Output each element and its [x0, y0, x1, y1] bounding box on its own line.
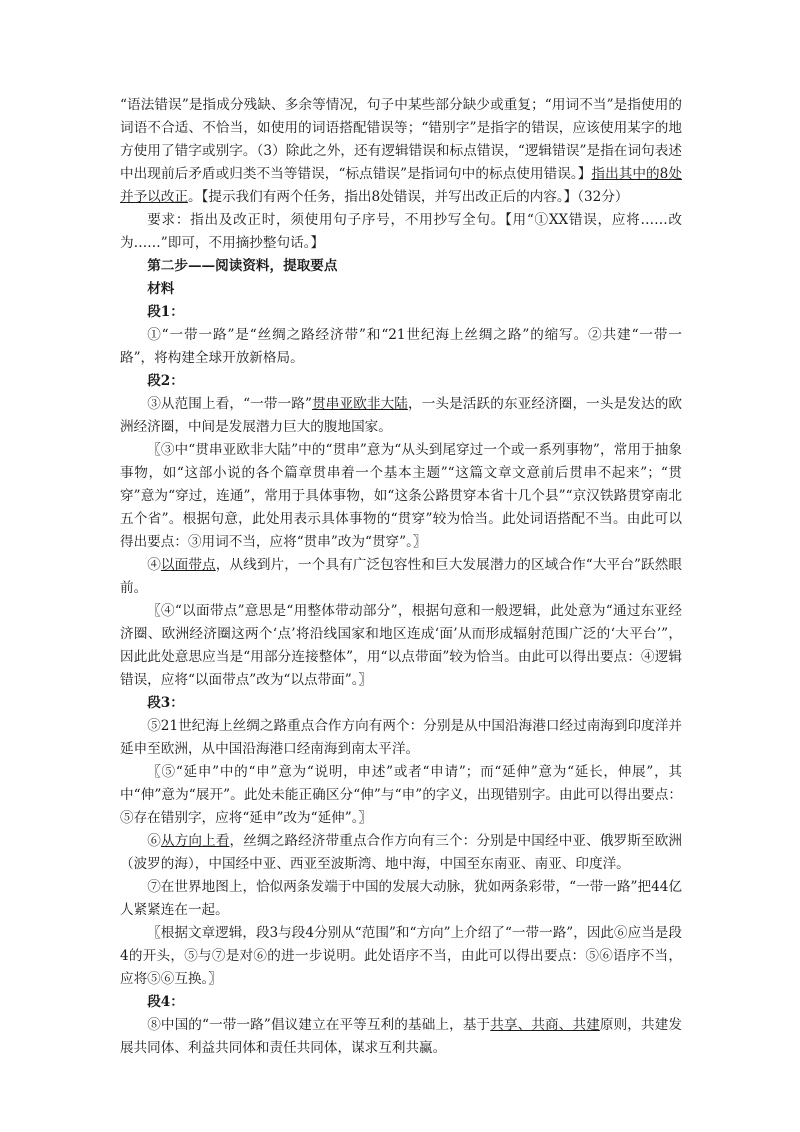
note-3: 〖③中“贯串亚欧非大陆”中的“贯串”意为“从头到尾穿过一个或一系列事物”，常用于抽象事物，如“这部小说的各个篇章贯串着一个基本主题”“这篇文章文意前后贯串不起来”；“贯穿”意为“穿过，连通”，常用于具体事物，如“这条公路贯穿本省十几个县”“京汉铁路贯穿南北五个省”。根据句意，此处用表示具体事物的“贯穿”较为恰当。此处词语搭配不当。由此可以得出要点：③用词不当，应将“贯串”改为“贯穿”。〗 — [120, 442, 682, 550]
sentence-7: ⑦在世界地图上，恰似两条发端于中国的发展大动脉，犹如两条彩带，“一带一路”把44亿人紧紧连在一起。 — [120, 879, 682, 918]
note-4: 〖④“以面带点”意思是“用整体带动部分”，根据句意和一般逻辑，此处意为“通过东亚经济圈、欧洲经济圈这两个‘点’将沿线国家和地区连成‘面’从而形成辐射范围广泛的‘大平台’”，因此此处意思应当是“用部分连接整体”，用“以点带面”较为恰当。由此可以得出要点：④逻辑错误，应将“以面带点”改为“以点带面”。〗 — [120, 603, 682, 688]
step2-heading: 第二步——阅读资料，提取要点 — [147, 258, 338, 274]
note-5: 〖⑤“延申”中的“申”意为“说明，申述”或者“申请”；而“延伸”意为“延长，伸展”，其中“伸”意为“展开”。此处未能正确区分“伸”与“申”的字义，出现错别字。由此可以得出要点：⑤存在错别字，应将“延申”改为“延伸”。〗 — [120, 764, 682, 826]
sentence-5: ⑤21世纪海上丝绸之路重点合作方向有两个：分别是从中国沿海港口经过南海到印度洋并延申至欧洲，从中国沿海港口经南海到南太平洋。 — [120, 718, 682, 757]
section-1-text: ①“一带一路”是“丝绸之路经济带”和“21世纪海上丝绸之路”的缩写。②共建“一带一路”，将构建全球开放新格局。 — [120, 327, 682, 366]
underlined-phrase: 从方向上看 — [160, 833, 230, 849]
underlined-phrase: 以面带点 — [160, 557, 216, 573]
sentence-8: ⑧中国的“一带一路”倡议建立在平等互利的基础上，基于共享、共商、共建原则，共建发展共同体、利益共同体和责任共同体，谋求互利共赢。 — [120, 1017, 682, 1056]
requirement-paragraph: 要求：指出及改正时，须使用句子序号，不用抄写全句。【用“①XX错误，应将……改为……”即可，不用摘抄整句话。】 — [120, 212, 682, 251]
intro-paragraph: “语法错误”是指成分残缺、多余等情况，句子中某些部分缺少或重复；“用词不当”是指使用的词语不合适、不恰当，如使用的词语搭配错误等；“错别字”是指字的错误，应该使用某字的地方使用了错字或别字。（3）除此之外，还有逻辑错误和标点错误，“逻辑错误”是指在词句表述中出现前后矛盾或归类不当等错误，“标点错误”是指词句中的标点使用错误。】指出其中的8处并予以改正。【提示我们有两个任务，指出8处错误，并写出改正后的内容。】（32分） — [120, 97, 682, 205]
underlined-phrase: 共享、共商、共建 — [490, 1017, 600, 1033]
section-1-heading: 段1： — [147, 304, 184, 320]
sentence-3: ③从范围上看，“一带一路”贯串亚欧非大陆，一头是活跃的东亚经济圈，一头是发达的欧洲经济圈，中间是发展潜力巨大的腹地国家。 — [120, 396, 683, 435]
sentence-6: ⑥从方向上看，丝绸之路经济带重点合作方向有三个：分别是中国经中亚、俄罗斯至欧洲（波罗的海），中国经中亚、西亚至波斯湾、地中海，中国至东南亚、南亚、印度洋。 — [120, 833, 683, 872]
section-2-heading: 段2： — [147, 373, 184, 389]
section-4-heading: 段4： — [147, 994, 184, 1010]
underlined-phrase: 贯串亚欧非大陆 — [311, 396, 409, 412]
note-6-7: 〖根据文章逻辑，段3与段4分别从“范围”和“方向”上介绍了“一带一路”，因此⑥应当是段4的开头，⑤与⑦是对⑥的进一步说明。此处语序不当，由此可以得出要点：⑤⑥语序不当，应将⑤⑥互换。〗 — [120, 925, 682, 987]
sentence-4: ④以面带点，从线到片，一个具有广泛包容性和巨大发展潜力的区域合作“大平台”跃然眼前。 — [120, 557, 683, 596]
underlined-task-text: 指出其中的8处并予以改正 — [120, 166, 682, 205]
section-3-heading: 段3： — [147, 695, 184, 711]
material-heading: 材料 — [147, 281, 175, 297]
